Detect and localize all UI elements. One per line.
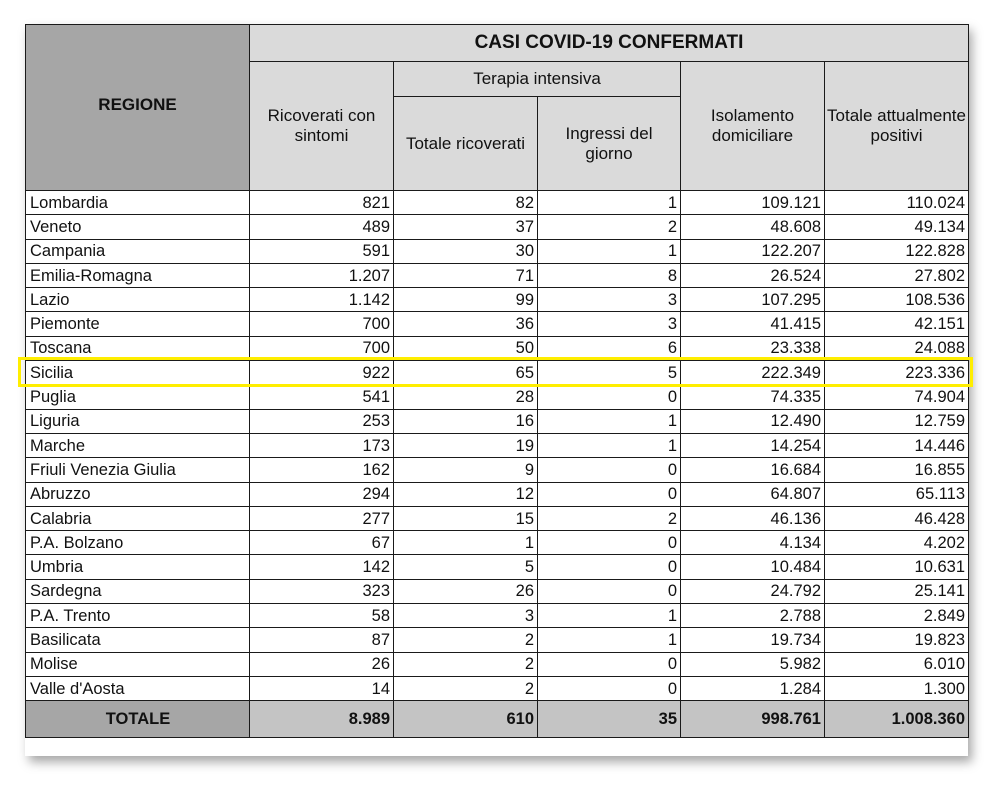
ti-cell: 99: [394, 288, 538, 312]
region-cell: Calabria: [26, 506, 250, 530]
region-cell: Emilia-Romagna: [26, 263, 250, 287]
iso-cell: 14.254: [681, 433, 825, 457]
tot-cell: 6.010: [825, 652, 969, 676]
tot-cell: 19.823: [825, 628, 969, 652]
tot-cell: 1.008.360: [825, 701, 969, 738]
tot-cell: 46.428: [825, 506, 969, 530]
ti-cell: 1: [394, 531, 538, 555]
region-cell: Veneto: [26, 215, 250, 239]
total-row: [26, 701, 969, 738]
covid-table-sheet: [25, 24, 968, 756]
region-cell: Valle d'Aosta: [26, 676, 250, 700]
tot-cell: 122.828: [825, 239, 969, 263]
ric-cell: 821: [250, 191, 394, 215]
region-cell: P.A. Trento: [26, 604, 250, 628]
ric-cell: 323: [250, 579, 394, 603]
tot-cell: 74.904: [825, 385, 969, 409]
ric-cell: 8.989: [250, 701, 394, 738]
ing-cell: 3: [538, 288, 681, 312]
iso-cell: 5.982: [681, 652, 825, 676]
iso-cell: 1.284: [681, 676, 825, 700]
region-cell: TOTALE: [26, 701, 250, 738]
ing-cell: 0: [538, 482, 681, 506]
ric-cell: 162: [250, 458, 394, 482]
header-terapia-intensiva: Terapia intensiva: [394, 62, 681, 97]
table-row: [26, 506, 969, 530]
tot-cell: 27.802: [825, 263, 969, 287]
iso-cell: 74.335: [681, 385, 825, 409]
table-row: [26, 458, 969, 482]
ti-cell: 82: [394, 191, 538, 215]
ing-cell: 0: [538, 531, 681, 555]
ric-cell: 142: [250, 555, 394, 579]
iso-cell: 24.792: [681, 579, 825, 603]
ing-cell: 8: [538, 263, 681, 287]
ing-cell: 1: [538, 604, 681, 628]
ti-cell: 71: [394, 263, 538, 287]
table-row: [26, 482, 969, 506]
ing-cell: 6: [538, 336, 681, 360]
table-row: [26, 604, 969, 628]
iso-cell: 998.761: [681, 701, 825, 738]
tot-cell: 49.134: [825, 215, 969, 239]
region-cell: Liguria: [26, 409, 250, 433]
ti-cell: 37: [394, 215, 538, 239]
ing-cell: 1: [538, 628, 681, 652]
tot-cell: 24.088: [825, 336, 969, 360]
region-cell: Umbria: [26, 555, 250, 579]
ing-cell: 1: [538, 191, 681, 215]
header-regione: REGIONE: [26, 25, 250, 191]
tot-cell: 65.113: [825, 482, 969, 506]
region-cell: Molise: [26, 652, 250, 676]
table-row: [26, 652, 969, 676]
ric-cell: 700: [250, 312, 394, 336]
table-row: [26, 215, 969, 239]
ing-cell: 5: [538, 361, 681, 385]
ric-cell: 26: [250, 652, 394, 676]
ti-cell: 65: [394, 361, 538, 385]
ric-cell: 489: [250, 215, 394, 239]
ti-cell: 610: [394, 701, 538, 738]
region-cell: Abruzzo: [26, 482, 250, 506]
iso-cell: 107.295: [681, 288, 825, 312]
region-cell: Sicilia: [26, 361, 250, 385]
ric-cell: 1.142: [250, 288, 394, 312]
table-row: [26, 385, 969, 409]
region-cell: Toscana: [26, 336, 250, 360]
tot-cell: 4.202: [825, 531, 969, 555]
ti-cell: 36: [394, 312, 538, 336]
header-isolamento: Isolamento domiciliare: [681, 62, 825, 191]
tot-cell: 12.759: [825, 409, 969, 433]
iso-cell: 2.788: [681, 604, 825, 628]
iso-cell: 222.349: [681, 361, 825, 385]
region-cell: Puglia: [26, 385, 250, 409]
ric-cell: 58: [250, 604, 394, 628]
ing-cell: 3: [538, 312, 681, 336]
ing-cell: 0: [538, 676, 681, 700]
ti-cell: 26: [394, 579, 538, 603]
iso-cell: 48.608: [681, 215, 825, 239]
iso-cell: 109.121: [681, 191, 825, 215]
region-cell: Campania: [26, 239, 250, 263]
ing-cell: 1: [538, 433, 681, 457]
iso-cell: 41.415: [681, 312, 825, 336]
tot-cell: 25.141: [825, 579, 969, 603]
ing-cell: 1: [538, 409, 681, 433]
ing-cell: 0: [538, 652, 681, 676]
tot-cell: 110.024: [825, 191, 969, 215]
ing-cell: 0: [538, 555, 681, 579]
ric-cell: 922: [250, 361, 394, 385]
ric-cell: 253: [250, 409, 394, 433]
iso-cell: 23.338: [681, 336, 825, 360]
ti-cell: 5: [394, 555, 538, 579]
iso-cell: 19.734: [681, 628, 825, 652]
ric-cell: 700: [250, 336, 394, 360]
iso-cell: 10.484: [681, 555, 825, 579]
table-row: [26, 336, 969, 360]
header-ricoverati: Ricoverati con sintomi: [250, 62, 394, 191]
ing-cell: 35: [538, 701, 681, 738]
ric-cell: 87: [250, 628, 394, 652]
ti-cell: 2: [394, 628, 538, 652]
region-cell: Basilicata: [26, 628, 250, 652]
table-row: [26, 263, 969, 287]
tot-cell: 10.631: [825, 555, 969, 579]
tot-cell: 2.849: [825, 604, 969, 628]
ti-cell: 2: [394, 652, 538, 676]
table-row: [26, 433, 969, 457]
ric-cell: 294: [250, 482, 394, 506]
ing-cell: 2: [538, 506, 681, 530]
table-row: [26, 361, 969, 385]
table-row: [26, 531, 969, 555]
iso-cell: 64.807: [681, 482, 825, 506]
ti-cell: 19: [394, 433, 538, 457]
ing-cell: 1: [538, 239, 681, 263]
iso-cell: 46.136: [681, 506, 825, 530]
region-cell: Marche: [26, 433, 250, 457]
ti-cell: 16: [394, 409, 538, 433]
table-row: [26, 239, 969, 263]
ti-cell: 12: [394, 482, 538, 506]
tot-cell: 42.151: [825, 312, 969, 336]
table-row: [26, 288, 969, 312]
header-totale-ricoverati: Totale ricoverati: [394, 97, 538, 191]
ing-cell: 0: [538, 458, 681, 482]
ti-cell: 28: [394, 385, 538, 409]
ric-cell: 173: [250, 433, 394, 457]
region-cell: Lombardia: [26, 191, 250, 215]
tot-cell: 1.300: [825, 676, 969, 700]
ti-cell: 30: [394, 239, 538, 263]
ric-cell: 14: [250, 676, 394, 700]
table-row: [26, 312, 969, 336]
iso-cell: 4.134: [681, 531, 825, 555]
region-cell: Friuli Venezia Giulia: [26, 458, 250, 482]
region-cell: Lazio: [26, 288, 250, 312]
region-cell: Piemonte: [26, 312, 250, 336]
region-cell: P.A. Bolzano: [26, 531, 250, 555]
table-row: [26, 579, 969, 603]
tot-cell: 14.446: [825, 433, 969, 457]
ti-cell: 9: [394, 458, 538, 482]
iso-cell: 16.684: [681, 458, 825, 482]
ric-cell: 1.207: [250, 263, 394, 287]
ti-cell: 15: [394, 506, 538, 530]
header-totale-positivi: Totale attualmente positivi: [825, 62, 969, 191]
table-row: [26, 191, 969, 215]
table-row: [26, 628, 969, 652]
region-cell: Sardegna: [26, 579, 250, 603]
table-row: [26, 676, 969, 700]
ti-cell: 50: [394, 336, 538, 360]
ing-cell: 0: [538, 385, 681, 409]
covid-cases-table: [25, 24, 969, 738]
ric-cell: 541: [250, 385, 394, 409]
tot-cell: 16.855: [825, 458, 969, 482]
ric-cell: 67: [250, 531, 394, 555]
header-ingressi: Ingressi del giorno: [538, 97, 681, 191]
ric-cell: 277: [250, 506, 394, 530]
iso-cell: 26.524: [681, 263, 825, 287]
ti-cell: 3: [394, 604, 538, 628]
iso-cell: 122.207: [681, 239, 825, 263]
ing-cell: 2: [538, 215, 681, 239]
tot-cell: 223.336: [825, 361, 969, 385]
iso-cell: 12.490: [681, 409, 825, 433]
ing-cell: 0: [538, 579, 681, 603]
table-title: CASI COVID-19 CONFERMATI: [250, 25, 969, 62]
ti-cell: 2: [394, 676, 538, 700]
ric-cell: 591: [250, 239, 394, 263]
table-row: [26, 409, 969, 433]
table-row: [26, 555, 969, 579]
tot-cell: 108.536: [825, 288, 969, 312]
